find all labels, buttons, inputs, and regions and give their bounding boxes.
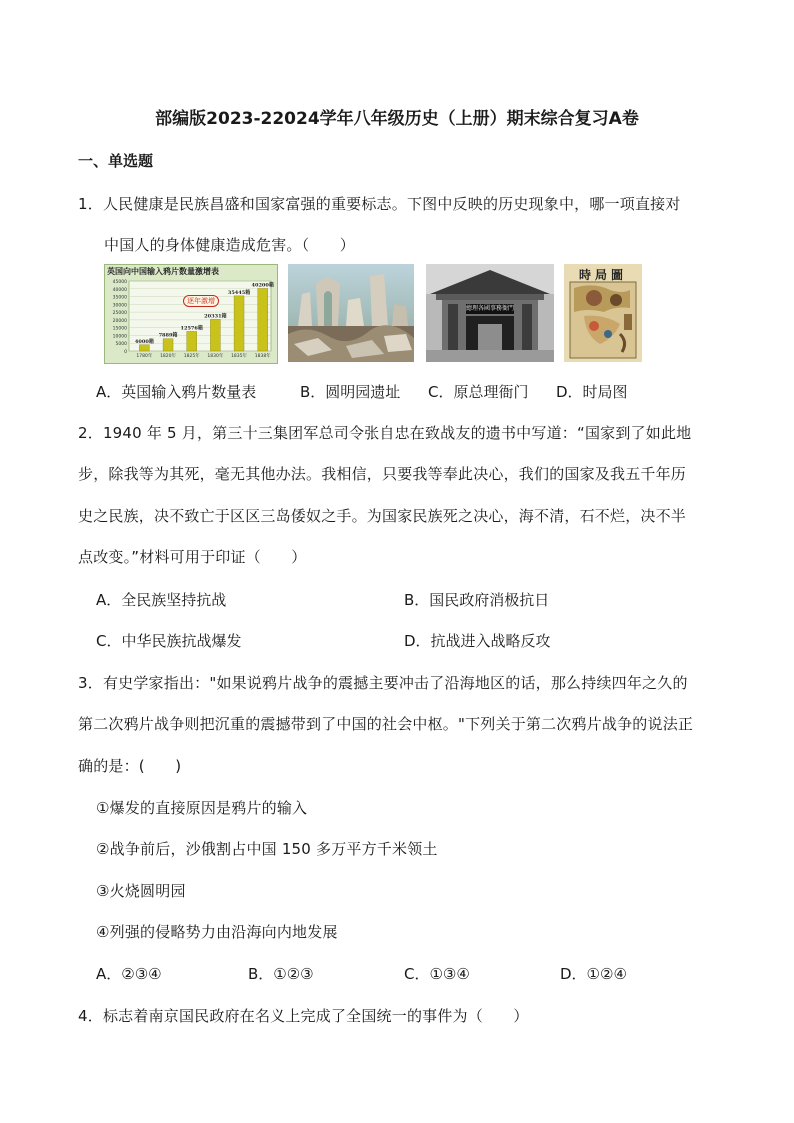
chart-data-label: 40200箱 — [251, 282, 274, 289]
question-3-item-3: ③火烧圆明园 — [96, 882, 186, 900]
question-1-line-2: 中国人的身体健康造成危害。（ ） — [104, 236, 355, 254]
chart-data-label: 4000箱 — [134, 338, 154, 345]
chart-data-label: 12576箱 — [180, 325, 203, 332]
page-title: 部编版2023-22024学年八年级历史（上册）期末综合复习A卷 — [155, 109, 639, 129]
chart-data-label: 7889箱 — [158, 332, 178, 339]
question-3-item-1: ①爆发的直接原因是鸦片的输入 — [96, 799, 308, 817]
chart-bar — [187, 331, 197, 351]
question-2-line-2: 步，除我等为其死，毫无其他办法。我相信，只要我等奉此决心，我们的国家及我五千年历 — [78, 465, 687, 483]
chart-y-tick-label: 5000 — [115, 342, 127, 348]
question-2-option-a[interactable]: A．全民族坚持抗战 — [96, 591, 227, 609]
section-heading: 一、单选题 — [78, 152, 154, 170]
question-3-item-2: ②战争前后，沙俄割占中国 150 多万平方千米领土 — [96, 840, 438, 858]
chart-bar — [210, 319, 220, 351]
question-3-option-a[interactable]: A．②③④ — [96, 965, 162, 983]
chart-y-tick-label: 25000 — [112, 311, 127, 317]
question-1-line-1: 1．人民健康是民族昌盛和国家富强的重要标志。下图中反映的历史现象中，哪一项直接对 — [78, 195, 681, 213]
question-3-option-c[interactable]: C．①③④ — [404, 965, 470, 983]
question-4-line-1: 4．标志着南京国民政府在名义上完成了全国统一的事件为（ ） — [78, 1007, 529, 1025]
chart-badge: 逐年激增 — [183, 295, 219, 307]
question-1-option-a[interactable]: A．英国输入鸦片数量表 — [96, 383, 257, 401]
question-2-line-1: 2．1940 年 5 月，第三十三集团军总司令张自忠在致战友的遗书中写道：“国家到了如此地 — [78, 424, 692, 442]
opium-bar-chart — [105, 265, 277, 363]
chart-y-tick-label: 20000 — [112, 318, 127, 324]
chart-y-tick-label: 0 — [124, 350, 127, 355]
zongli-yamen-photo — [426, 264, 554, 362]
chart-x-tick-label: 1780年 — [136, 354, 153, 359]
yuanmingyuan-ruins-photo — [288, 264, 414, 362]
question-3-option-b[interactable]: B．①②③ — [248, 965, 314, 983]
question-2-line-4: 点改变。”材料可用于印证（ ） — [78, 548, 307, 566]
chart-bar — [258, 288, 268, 351]
chart-title: 英国向中国输入鸦片数量激增表 — [107, 266, 219, 276]
question-1-option-d[interactable]: D．时局图 — [556, 383, 628, 401]
chart-x-tick-label: 1820年 — [160, 354, 177, 359]
shiju-tu-map — [564, 264, 642, 362]
chart-bar — [234, 296, 244, 351]
chart-y-tick-label: 35000 — [112, 295, 127, 301]
question-2-option-c[interactable]: C．中华民族抗战爆发 — [96, 632, 242, 650]
chart-x-tick-label: 1835年 — [231, 354, 248, 359]
chart-y-tick-label: 10000 — [112, 334, 127, 340]
chart-y-tick-label: 15000 — [112, 326, 127, 332]
question-3-option-d[interactable]: D．①②④ — [560, 965, 627, 983]
chart-x-tick-label: 1830年 — [207, 354, 224, 359]
question-2-option-d[interactable]: D．抗战进入战略反攻 — [404, 632, 551, 650]
question-1-option-b[interactable]: B．圆明园遗址 — [300, 383, 401, 401]
chart-y-tick-label: 40000 — [112, 287, 127, 293]
chart-data-label: 35445箱 — [227, 289, 251, 296]
map-title: 時局圖 — [578, 268, 627, 282]
chart-bar — [139, 345, 149, 351]
yamen-signboard: 總理各國事務衙門 — [466, 305, 514, 312]
question-1-option-c[interactable]: C．原总理衙门 — [428, 383, 529, 401]
question-3-line-1: 3．有史学家指出："如果说鸦片战争的震撼主要冲击了沿海地区的话，那么持续四年之久的 — [78, 674, 688, 692]
question-3-line-3: 确的是：( ) — [78, 757, 182, 775]
question-3-item-4: ④列强的侵略势力由沿海向内地发展 — [96, 923, 338, 941]
question-3-line-2: 第二次鸦片战争则把沉重的震撼带到了中国的社会中枢。"下列关于第二次鸦片战争的说法正 — [78, 715, 694, 733]
opium-chart-image — [104, 264, 278, 364]
chart-bar — [163, 339, 173, 351]
chart-x-tick-label: 1838年 — [254, 354, 271, 359]
question-2-option-b[interactable]: B．国民政府消极抗日 — [404, 591, 550, 609]
chart-data-label: 20331箱 — [204, 313, 227, 320]
question-2-line-3: 史之民族，决不致亡于区区三岛倭奴之手。为国家民族死之决心，海不清，石不烂，决不半 — [78, 507, 687, 525]
chart-y-tick-label: 30000 — [112, 303, 127, 309]
chart-y-tick-label: 45000 — [112, 280, 127, 285]
chart-x-tick-label: 1825年 — [183, 354, 200, 359]
